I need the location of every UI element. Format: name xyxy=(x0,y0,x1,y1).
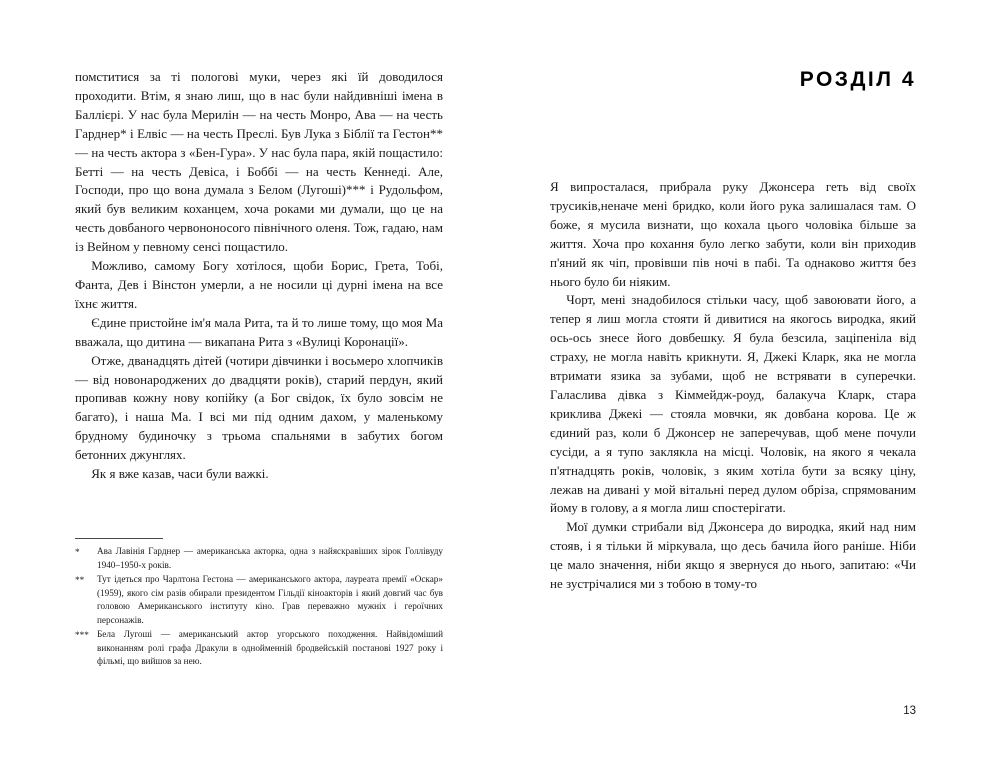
paragraph: Єдине пристойне ім'я мала Рита, та й то лише тому, що моя Ма вважала, що дитина — викапана Рита з «Вулиці Коронації». xyxy=(75,314,443,349)
paragraph: Я випросталася, прибрала руку Джонсера геть від своїх трусиків,неначе мені бридко, коли його рука залишалася там. О боже, я мусила визнати, що кохала цього чоловіка більше за життя. Хоча про кохання було легко забути, коли він приходив п'яний як чіп, провівши пів ночі в пабі. Та однаково життя без нього було би ніяким. xyxy=(550,179,916,289)
paragraph: Чорт, мені знадобилося стільки часу, щоб завоювати його, а тепер я лиш могла стояти й дивитися на якогось виродка, який ось-ось знесе його довбешку. Я була безсила, заціпеніла від страху, не могла навіть крикнути. Я, Джекі Кларк, яка не могла втримати язика за зубами, щоб не встрявати в суперечки. Галаслива дівка з Кіммейдж-роуд, балакуча Кларк, стара криклива Джекі — стояла мовчки, як довбана корова. Це ж єдиний раз, коли б Джонсер не заперечував, щоб мене почули сусіди, а я тупо заклякла на місці. Чоловік, на якого я чекала п'ятнадцять років, чоловік, з яким хотіла бути за всяку ціну, лежав на дивані у мой вітальні перед дулом обріза, спрямованим йому в голову, а я могла лиш спостерігати. xyxy=(550,292,916,516)
paragraph: помститися за ті пологові муки, через які їй доводилося проходити. Втім, я знаю лиш, що в нас були найдивніші імена в Баллієрі. У нас була Мерилін — на честь Монро, Ава — на честь Гарднер* і Елвіс — на честь Преслі. Був Лука з Біблії та Гестон** — на честь актора з «Бен-Гура». У нас була пара, якій пощастило: Бетті — на честь Девіса, і Боббі — на честь Кеннеді. Але, Господи, про що вона думала з Белом (Лугоші)*** і Рудольфом, який був великим коханцем, хоча роками ми думали, що це на честь довбаного червононосого північного оленя. Тож, гадаю, нам із Вейном у певному сенсі пощастило. xyxy=(75,69,443,255)
chapter-title: РОЗДІЛ 4 xyxy=(799,68,916,91)
page-number: 13 xyxy=(903,705,916,717)
footnote-marker: *** xyxy=(75,630,89,641)
footnotes-block xyxy=(75,538,443,670)
right-page-body xyxy=(550,178,916,594)
footnote-marker: * xyxy=(75,547,80,558)
paragraph: Можливо, самому Богу хотілося, щоби Борис, Грета, Тобі, Фанта, Дев і Вінстон умерли, а не носили ці дурні імена на все їхнє життя. xyxy=(75,258,443,311)
paragraph: Мої думки стрибали від Джонсера до виродка, який над ним стояв, і я тільки й міркувала, що десь бачила його раніше. Ніби це мало значення, ніби якщо я звернуся до нього, запитаю: «Чи не зустрічалися ми з тобою в тому-то xyxy=(550,519,916,592)
footnote-item xyxy=(75,545,443,572)
footnote-text: Ава Лавінія Гарднер — американська акторка, одна з найяскравіших зірок Голлівуду 1940–1950-х років. xyxy=(97,546,443,570)
footnote-item xyxy=(75,573,443,627)
left-page xyxy=(0,0,495,762)
footnote-marker: ** xyxy=(75,575,85,586)
left-page-body xyxy=(75,68,443,484)
footnote-text: Бела Лугоші — американський актор угорського походження. Найвідоміший виконанням ролі графа Дракули в однойменній бродвейській постанові 1927 року і фільмі, що вийшов за нею. xyxy=(97,629,443,667)
paragraph: Як я вже казав, часи були важкі. xyxy=(91,466,269,482)
footnote-text: Тут ідеться про Чарлтона Гестона — американського актора, лауреата премії «Оскар» (1959), якого сім разів обирали президентом Гільдії кіноакторів і який довгий час був головою Американського інституту кіно. Грав переважно мужніх і героїчних персонажів. xyxy=(97,574,443,625)
footnote-separator-rule xyxy=(75,538,163,539)
right-page xyxy=(495,0,991,762)
footnote-item xyxy=(75,628,443,669)
paragraph: Отже, дванадцять дітей (чотири дівчинки і восьмеро хлопчиків — від новонароджених до двадцяти років), старий пердун, який пропивав кожну нову копійку (а Бог свідок, їх було зовсім не багато), і наша Ма. І всі ми під одним дахом, у маленькому брудному будиночку з трьома спальнями в забутих богом бетонних джунглях. xyxy=(75,352,443,463)
